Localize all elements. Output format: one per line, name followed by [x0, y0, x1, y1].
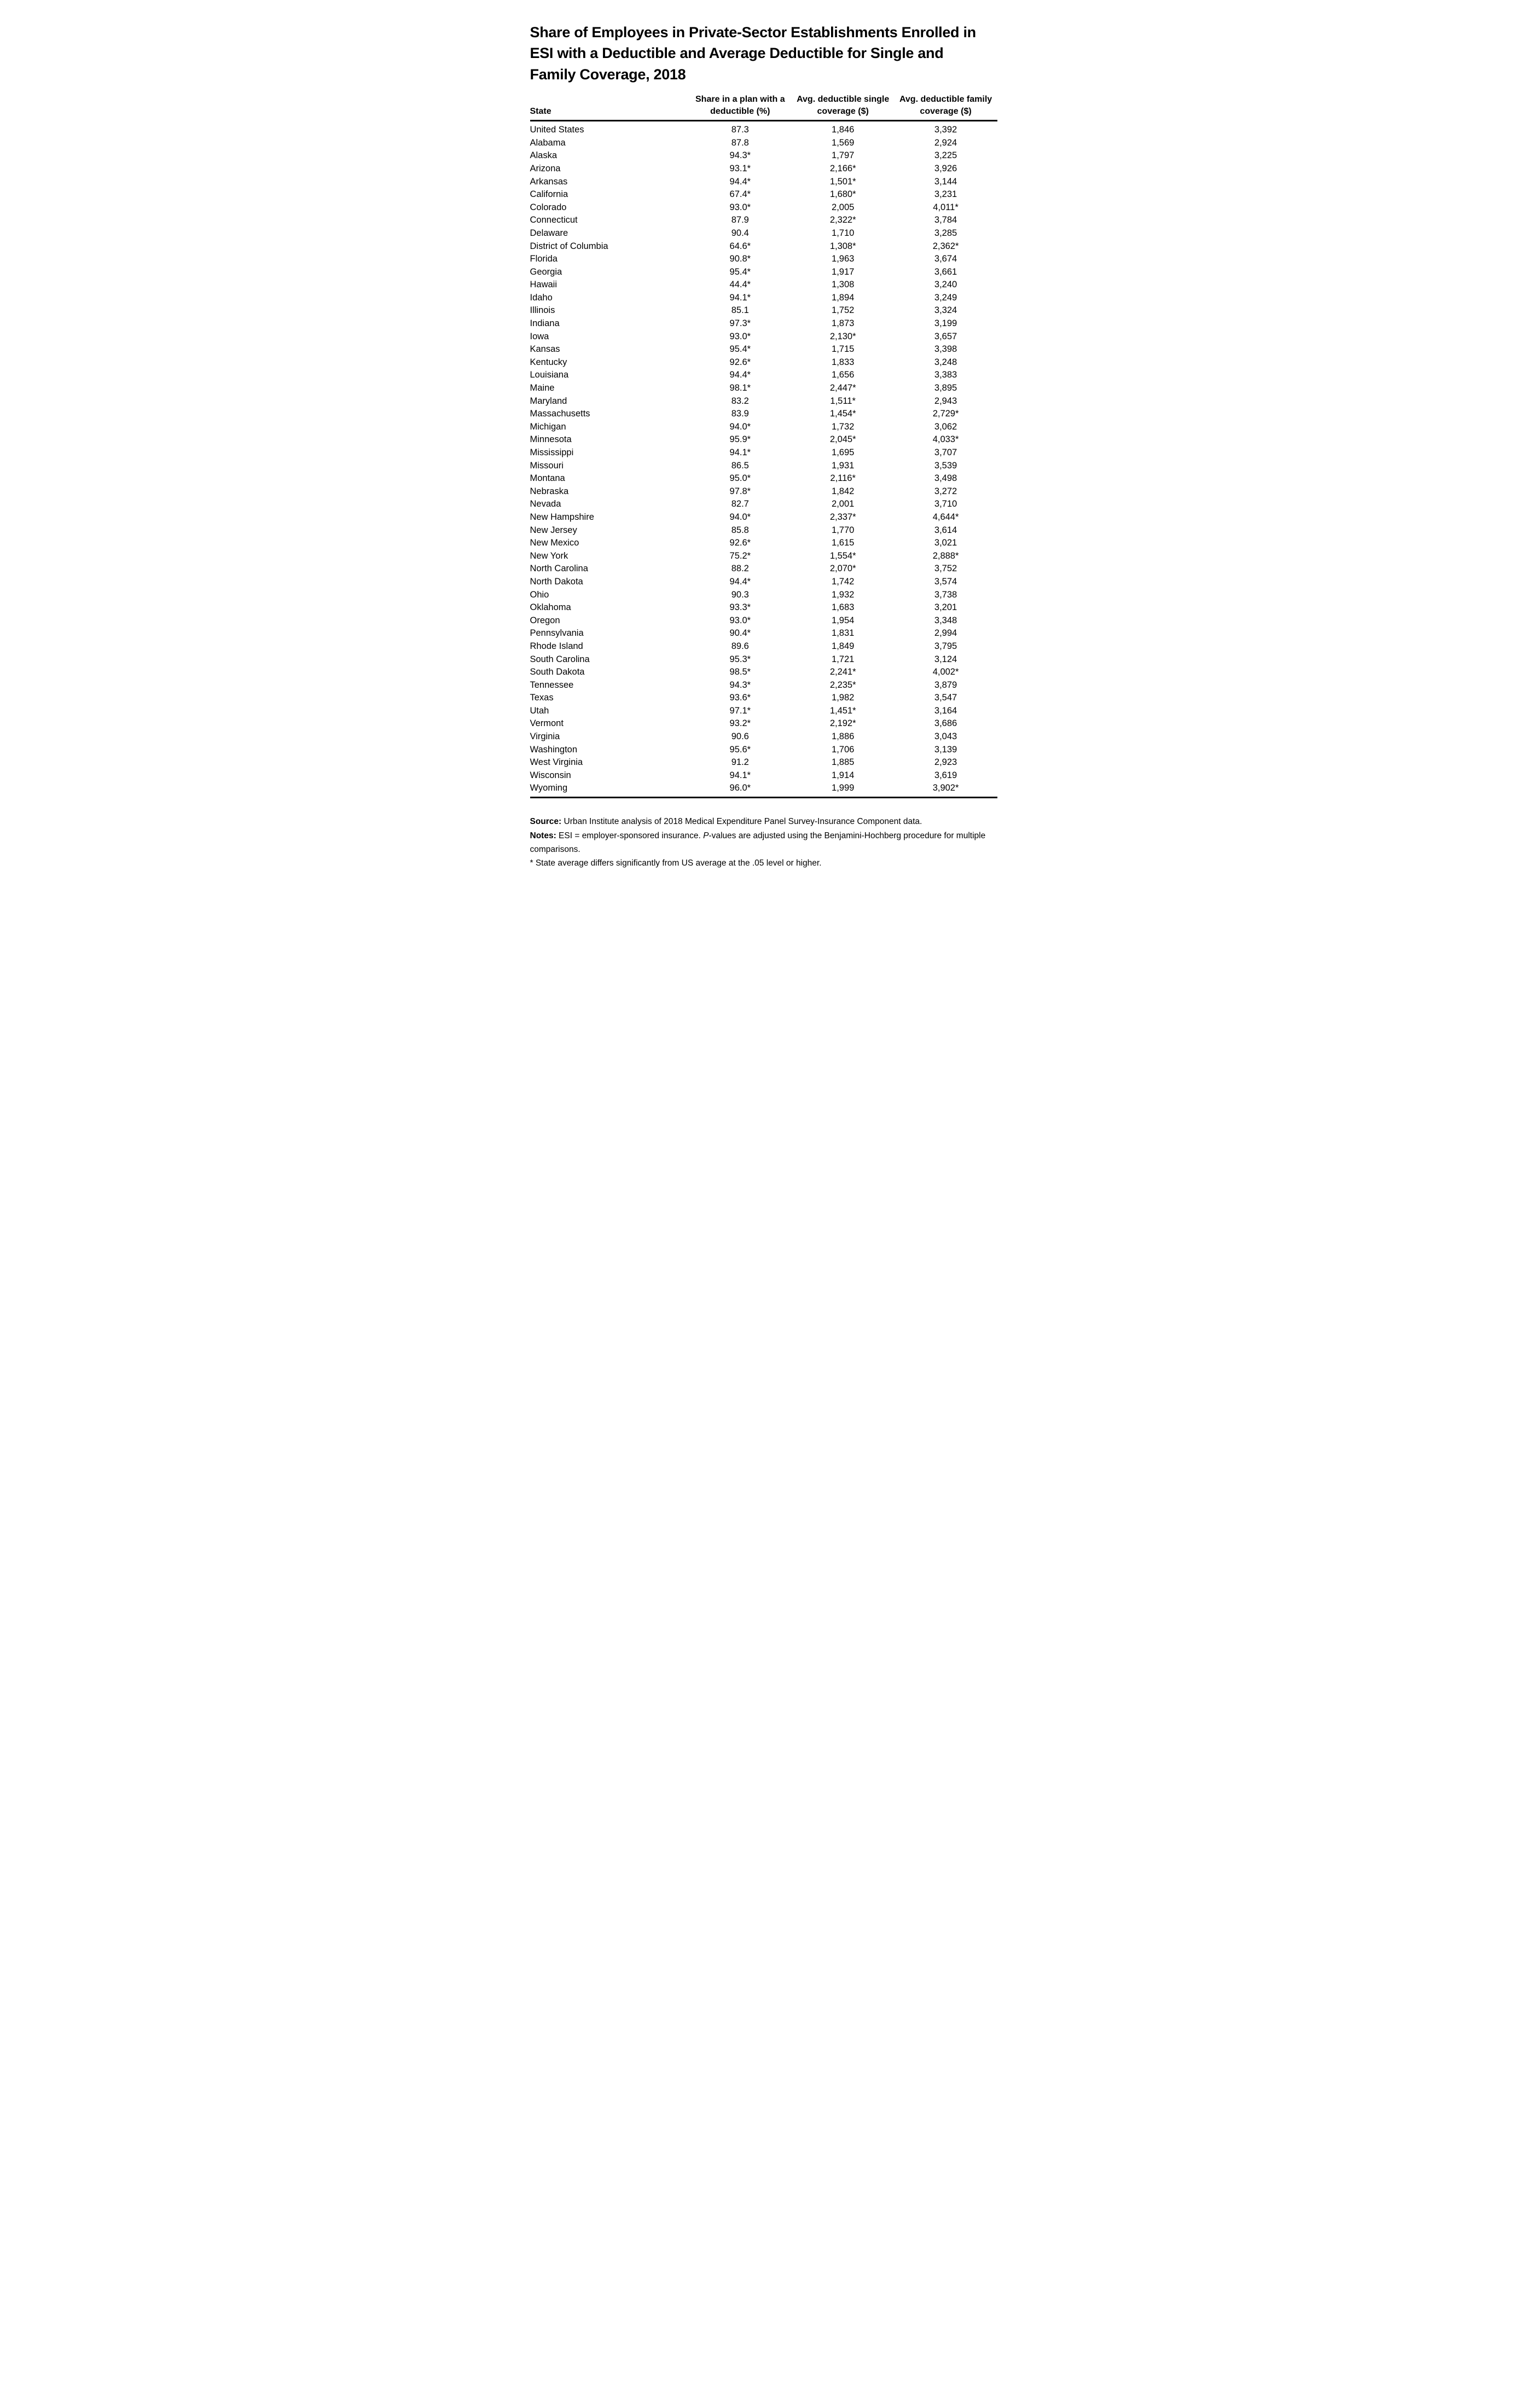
cell-family-coverage: 3,574 [934, 576, 957, 587]
cell-family-coverage: 3,498 [934, 473, 957, 484]
cell-state: California [530, 189, 568, 200]
table-row [530, 536, 997, 549]
cell-state: Vermont [530, 718, 564, 729]
cell-family-coverage: 3,062 [934, 421, 957, 432]
table-row [530, 562, 997, 576]
cell-family-coverage: 3,392 [934, 125, 957, 135]
cell-share-deductible: 90.3 [731, 589, 749, 600]
cell-state: Colorado [530, 202, 567, 212]
table-row [530, 472, 997, 485]
cell-state: Kentucky [530, 357, 567, 367]
cell-single-coverage: 1,308 [832, 280, 855, 290]
table-row [530, 240, 997, 253]
cell-single-coverage: 1,885 [832, 757, 855, 768]
column-header-share-line2: deductible (%) [710, 106, 770, 116]
cell-family-coverage: 3,144 [934, 176, 957, 187]
cell-family-coverage: 4,644* [932, 512, 959, 522]
cell-share-deductible: 98.1* [729, 383, 751, 393]
cell-single-coverage: 1,511* [830, 396, 856, 406]
cell-share-deductible: 94.0* [729, 512, 751, 522]
cell-share-deductible: 94.1* [729, 770, 751, 780]
table-row [530, 433, 997, 446]
cell-single-coverage: 2,130* [829, 331, 856, 341]
table-row [530, 278, 997, 292]
cell-state: Florida [530, 254, 558, 264]
cell-share-deductible: 94.1* [729, 448, 751, 458]
cell-family-coverage: 3,710 [934, 499, 957, 509]
cell-family-coverage: 3,139 [934, 744, 957, 755]
cell-family-coverage: 2,888* [932, 550, 959, 561]
table-row [530, 524, 997, 537]
cell-share-deductible: 93.2* [729, 718, 751, 729]
cell-family-coverage: 3,707 [934, 448, 957, 458]
cell-state: Wyoming [530, 782, 689, 798]
cell-family-coverage: 3,674 [934, 254, 957, 264]
cell-share-deductible: 97.8* [729, 486, 751, 496]
cell-single-coverage: 1,710 [832, 228, 855, 238]
page-title: Share of Employees in Private-Sector Establishments Enrolled in ESI with a Deductible and Average Deductible for Single and Family Coverage, 2018 [530, 24, 976, 83]
cell-share-deductible: 93.3* [729, 602, 751, 613]
cell-share-deductible: 97.3* [729, 318, 751, 329]
cell-state: Maryland [530, 396, 567, 406]
table-row [530, 201, 997, 214]
column-header-family-line2: coverage ($) [920, 106, 972, 116]
cell-single-coverage: 1,308* [829, 241, 856, 251]
notes-text-2: -values are adjusted using the Benjamini-Hochberg procedure for multiple comparisons. [530, 831, 986, 854]
cell-single-coverage: 1,849 [832, 641, 855, 651]
table-row [530, 510, 997, 524]
cell-single-coverage: 2,235* [829, 680, 856, 690]
cell-family-coverage: 3,231 [934, 189, 957, 200]
cell-share-deductible: 94.3* [729, 680, 751, 690]
cell-share-deductible: 86.5 [731, 460, 749, 471]
cell-family-coverage: 3,547 [934, 693, 957, 703]
cell-family-coverage: 2,729* [932, 409, 959, 419]
cell-single-coverage: 1,451* [829, 705, 856, 716]
esi-deductible-table [530, 94, 997, 798]
cell-state: New York [530, 550, 568, 561]
cell-share-deductible: 96.0* [689, 782, 792, 798]
table-row [530, 227, 997, 240]
cell-state: New Jersey [530, 525, 577, 535]
cell-state: Oregon [530, 615, 560, 625]
cell-share-deductible: 95.4* [729, 266, 751, 277]
cell-share-deductible: 90.6 [731, 732, 749, 742]
table-row [530, 188, 997, 201]
cell-family-coverage: 3,285 [934, 228, 957, 238]
column-header-state-label: State [530, 106, 551, 116]
table-row [530, 265, 997, 278]
cell-share-deductible: 89.6 [731, 641, 749, 651]
cell-state: Georgia [530, 266, 562, 277]
cell-family-coverage: 3,784 [934, 215, 957, 225]
cell-family-coverage: 4,011* [933, 202, 959, 212]
cell-single-coverage: 1,833 [832, 357, 855, 367]
table-row [530, 446, 997, 459]
cell-family-coverage: 3,199 [934, 318, 957, 329]
table-row [530, 420, 997, 433]
cell-share-deductible: 95.4* [729, 344, 751, 355]
column-header-single-line1: Avg. deductible single [797, 94, 890, 104]
cell-share-deductible: 93.0* [729, 331, 751, 341]
cell-single-coverage: 2,241* [829, 667, 856, 677]
cell-state: Illinois [530, 305, 555, 316]
table-row [530, 291, 997, 304]
cell-single-coverage: 2,005 [832, 202, 855, 212]
cell-single-coverage: 1,797 [832, 150, 855, 161]
source-label: Source: [530, 817, 562, 827]
cell-state: Kansas [530, 344, 560, 355]
cell-single-coverage: 2,337* [829, 512, 856, 522]
table-row [530, 214, 997, 227]
cell-state: Virginia [530, 732, 560, 742]
cell-share-deductible: 88.2 [731, 564, 749, 574]
table-row [530, 653, 997, 666]
cell-family-coverage: 2,994 [934, 628, 957, 639]
cell-single-coverage: 1,914 [832, 770, 855, 780]
cell-single-coverage: 1,706 [832, 744, 855, 755]
cell-share-deductible: 87.9 [731, 215, 749, 225]
cell-family-coverage: 3,324 [934, 305, 957, 316]
cell-single-coverage: 1,554* [829, 550, 856, 561]
cell-share-deductible: 90.4* [729, 628, 751, 639]
cell-family-coverage: 3,248 [934, 357, 957, 367]
cell-single-coverage: 1,680* [829, 189, 856, 200]
cell-single-coverage: 1,831 [832, 628, 855, 639]
cell-family-coverage: 3,201 [934, 602, 957, 613]
cell-single-coverage: 1,569 [832, 137, 855, 148]
cell-family-coverage: 4,002* [932, 667, 959, 677]
cell-share-deductible: 90.4 [731, 228, 749, 238]
table-row [530, 343, 997, 356]
table-row [530, 407, 997, 420]
table-row [530, 588, 997, 601]
table-row [530, 485, 997, 498]
cell-state: Montana [530, 473, 565, 484]
cell-family-coverage: 2,943 [934, 396, 957, 406]
significance-note: * State average differs significantly from US average at the .05 level or higher. [530, 858, 822, 868]
cell-single-coverage: 1,954 [832, 615, 855, 625]
cell-single-coverage: 1,982 [832, 693, 855, 703]
table-row [530, 149, 997, 163]
cell-state: New Hampshire [530, 512, 594, 522]
cell-family-coverage: 3,043 [934, 732, 957, 742]
cell-single-coverage: 1,656 [832, 370, 855, 380]
cell-single-coverage: 1,999 [792, 782, 895, 798]
cell-state: Nevada [530, 499, 561, 509]
cell-state: Minnesota [530, 434, 572, 445]
cell-family-coverage: 2,923 [934, 757, 957, 768]
column-header-family-line1: Avg. deductible family [899, 94, 992, 104]
cell-state: Indiana [530, 318, 560, 329]
table-row [530, 121, 997, 136]
cell-single-coverage: 2,045* [829, 434, 856, 445]
cell-state: Ohio [530, 589, 549, 600]
table-row [530, 575, 997, 588]
column-header-state [530, 94, 689, 121]
cell-share-deductible: 87.3 [731, 125, 749, 135]
cell-state: South Dakota [530, 667, 585, 677]
cell-share-deductible: 95.6* [729, 744, 751, 755]
table-row [530, 356, 997, 369]
cell-state: North Dakota [530, 576, 583, 587]
cell-single-coverage: 2,116* [830, 473, 856, 484]
footnotes [530, 815, 997, 869]
table-row [530, 330, 997, 343]
cell-share-deductible: 95.0* [729, 473, 751, 484]
report-page [491, 0, 1037, 895]
cell-state: Hawaii [530, 280, 558, 290]
cell-single-coverage: 1,963 [832, 254, 855, 264]
table-row [530, 369, 997, 382]
table-row [530, 459, 997, 472]
cell-state: Louisiana [530, 370, 569, 380]
cell-share-deductible: 92.6* [729, 538, 751, 548]
column-header-family-coverage [895, 94, 997, 121]
column-header-share-deductible [689, 94, 792, 121]
cell-state: Alaska [530, 150, 558, 161]
table-row [530, 704, 997, 717]
table-row [530, 782, 997, 798]
cell-share-deductible: 82.7 [731, 499, 749, 509]
cell-single-coverage: 1,932 [832, 589, 855, 600]
cell-share-deductible: 87.8 [731, 137, 749, 148]
table-row [530, 317, 997, 330]
cell-share-deductible: 95.3* [729, 654, 751, 664]
cell-state: Missouri [530, 460, 564, 471]
table-row [530, 381, 997, 394]
table-body [530, 121, 997, 798]
cell-single-coverage: 2,192* [829, 718, 856, 729]
cell-state: District of Columbia [530, 241, 608, 251]
cell-family-coverage: 2,924 [934, 137, 957, 148]
cell-state: Utah [530, 705, 549, 716]
cell-single-coverage: 2,447* [829, 383, 856, 393]
cell-family-coverage: 3,348 [934, 615, 957, 625]
column-header-share-line1: Share in a plan with a [695, 94, 785, 104]
cell-single-coverage: 1,931 [832, 460, 855, 471]
table-row [530, 678, 997, 692]
cell-share-deductible: 64.6* [729, 241, 751, 251]
cell-family-coverage: 3,661 [934, 266, 957, 277]
cell-family-coverage: 3,895 [934, 383, 957, 393]
cell-single-coverage: 1,721 [832, 654, 855, 664]
notes-text-1: ESI = employer-sponsored insurance. [556, 831, 704, 840]
column-header-single-coverage [792, 94, 895, 121]
cell-share-deductible: 93.6* [729, 693, 751, 703]
cell-state: Michigan [530, 421, 566, 432]
cell-family-coverage: 3,249 [934, 292, 957, 303]
cell-family-coverage: 3,902* [895, 782, 997, 798]
cell-state: North Carolina [530, 564, 588, 574]
table-row [530, 162, 997, 175]
cell-share-deductible: 83.2 [731, 396, 749, 406]
cell-family-coverage: 3,272 [934, 486, 957, 496]
cell-state: Nebraska [530, 486, 569, 496]
cell-single-coverage: 1,732 [832, 421, 855, 432]
table-row [530, 717, 997, 730]
cell-family-coverage: 3,240 [934, 280, 957, 290]
cell-share-deductible: 90.8* [729, 254, 751, 264]
cell-state: Texas [530, 693, 554, 703]
cell-family-coverage: 3,738 [934, 589, 957, 600]
cell-state: Wisconsin [530, 770, 571, 780]
table-row [530, 394, 997, 408]
cell-share-deductible: 93.0* [729, 615, 751, 625]
cell-state: Oklahoma [530, 602, 571, 613]
cell-single-coverage: 1,501* [829, 176, 856, 187]
cell-share-deductible: 83.9 [731, 409, 749, 419]
cell-share-deductible: 94.0* [729, 421, 751, 432]
table-row [530, 498, 997, 511]
table-row [530, 769, 997, 782]
table-row [530, 175, 997, 188]
table-row [530, 640, 997, 653]
table-row [530, 601, 997, 614]
cell-single-coverage: 1,770 [832, 525, 855, 535]
cell-family-coverage: 3,686 [934, 718, 957, 729]
table-row [530, 252, 997, 265]
cell-state: Delaware [530, 228, 568, 238]
table-row [530, 136, 997, 149]
cell-family-coverage: 3,614 [934, 525, 957, 535]
cell-state: New Mexico [530, 538, 579, 548]
table-row [530, 756, 997, 769]
cell-single-coverage: 1,615 [832, 538, 855, 548]
cell-family-coverage: 3,021 [934, 538, 957, 548]
cell-family-coverage: 3,383 [934, 370, 957, 380]
cell-share-deductible: 75.2* [729, 550, 751, 561]
cell-family-coverage: 3,398 [934, 344, 957, 355]
cell-single-coverage: 1,873 [832, 318, 855, 329]
cell-family-coverage: 3,926 [934, 163, 957, 173]
cell-family-coverage: 3,124 [934, 654, 957, 664]
table-row [530, 549, 997, 562]
table-row [530, 743, 997, 756]
cell-single-coverage: 1,742 [832, 576, 855, 587]
cell-state: Massachusetts [530, 409, 590, 419]
cell-state: United States [530, 125, 584, 135]
cell-single-coverage: 2,001 [832, 499, 855, 509]
cell-state: Mississippi [530, 448, 574, 458]
cell-share-deductible: 91.2 [731, 757, 749, 768]
table-row [530, 627, 997, 640]
cell-family-coverage: 4,033* [932, 434, 959, 445]
cell-single-coverage: 1,715 [832, 344, 855, 355]
column-header-single-line2: coverage ($) [817, 106, 869, 116]
cell-family-coverage: 3,879 [934, 680, 957, 690]
cell-state: Alabama [530, 137, 566, 148]
cell-single-coverage: 2,070* [829, 564, 856, 574]
notes-label: Notes: [530, 831, 556, 840]
cell-share-deductible: 94.4* [729, 576, 751, 587]
cell-single-coverage: 1,846 [832, 125, 855, 135]
cell-share-deductible: 97.1* [729, 705, 751, 716]
cell-single-coverage: 1,752 [832, 305, 855, 316]
methods-note [530, 829, 997, 856]
cell-share-deductible: 85.8 [731, 525, 749, 535]
cell-single-coverage: 1,695 [832, 448, 855, 458]
table-row [530, 692, 997, 705]
cell-single-coverage: 2,166* [829, 163, 856, 173]
cell-share-deductible: 94.4* [729, 176, 751, 187]
cell-single-coverage: 1,917 [832, 266, 855, 277]
cell-state: Rhode Island [530, 641, 583, 651]
cell-share-deductible: 94.1* [729, 292, 751, 303]
table-row [530, 730, 997, 743]
cell-share-deductible: 93.0* [729, 202, 751, 212]
cell-share-deductible: 67.4* [729, 189, 751, 200]
cell-share-deductible: 94.4* [729, 370, 751, 380]
cell-state: Connecticut [530, 215, 578, 225]
cell-single-coverage: 1,454* [829, 409, 856, 419]
cell-family-coverage: 3,795 [934, 641, 957, 651]
cell-state: Arkansas [530, 176, 568, 187]
cell-state: Iowa [530, 331, 549, 341]
source-note [530, 815, 997, 828]
cell-state: South Carolina [530, 654, 590, 664]
cell-single-coverage: 2,322* [829, 215, 856, 225]
cell-family-coverage: 3,539 [934, 460, 957, 471]
cell-state: Idaho [530, 292, 553, 303]
cell-share-deductible: 85.1 [731, 305, 749, 316]
cell-single-coverage: 1,886 [832, 732, 855, 742]
cell-share-deductible: 93.1* [729, 163, 751, 173]
cell-state: Washington [530, 744, 578, 755]
cell-state: West Virginia [530, 757, 583, 768]
cell-family-coverage: 3,164 [934, 705, 957, 716]
cell-share-deductible: 98.5* [729, 667, 751, 677]
cell-family-coverage: 3,619 [934, 770, 957, 780]
p-value-italic: P [703, 831, 709, 840]
source-text: Urban Institute analysis of 2018 Medical Expenditure Panel Survey-Insurance Component data. [561, 817, 922, 827]
cell-single-coverage: 1,842 [832, 486, 855, 496]
table-header-row [530, 94, 997, 121]
cell-family-coverage: 3,657 [934, 331, 957, 341]
cell-state: Maine [530, 383, 555, 393]
cell-share-deductible: 94.3* [729, 150, 751, 161]
cell-family-coverage: 3,225 [934, 150, 957, 161]
table-row [530, 614, 997, 627]
cell-share-deductible: 92.6* [729, 357, 751, 367]
cell-family-coverage: 3,752 [934, 564, 957, 574]
cell-share-deductible: 95.9* [729, 434, 751, 445]
cell-family-coverage: 2,362* [932, 241, 959, 251]
cell-state: Tennessee [530, 680, 574, 690]
cell-single-coverage: 1,683 [832, 602, 855, 613]
cell-state: Arizona [530, 163, 561, 173]
cell-share-deductible: 44.4* [729, 280, 751, 290]
table-row [530, 304, 997, 317]
cell-single-coverage: 1,894 [832, 292, 855, 303]
cell-state: Pennsylvania [530, 628, 584, 639]
table-row [530, 665, 997, 678]
